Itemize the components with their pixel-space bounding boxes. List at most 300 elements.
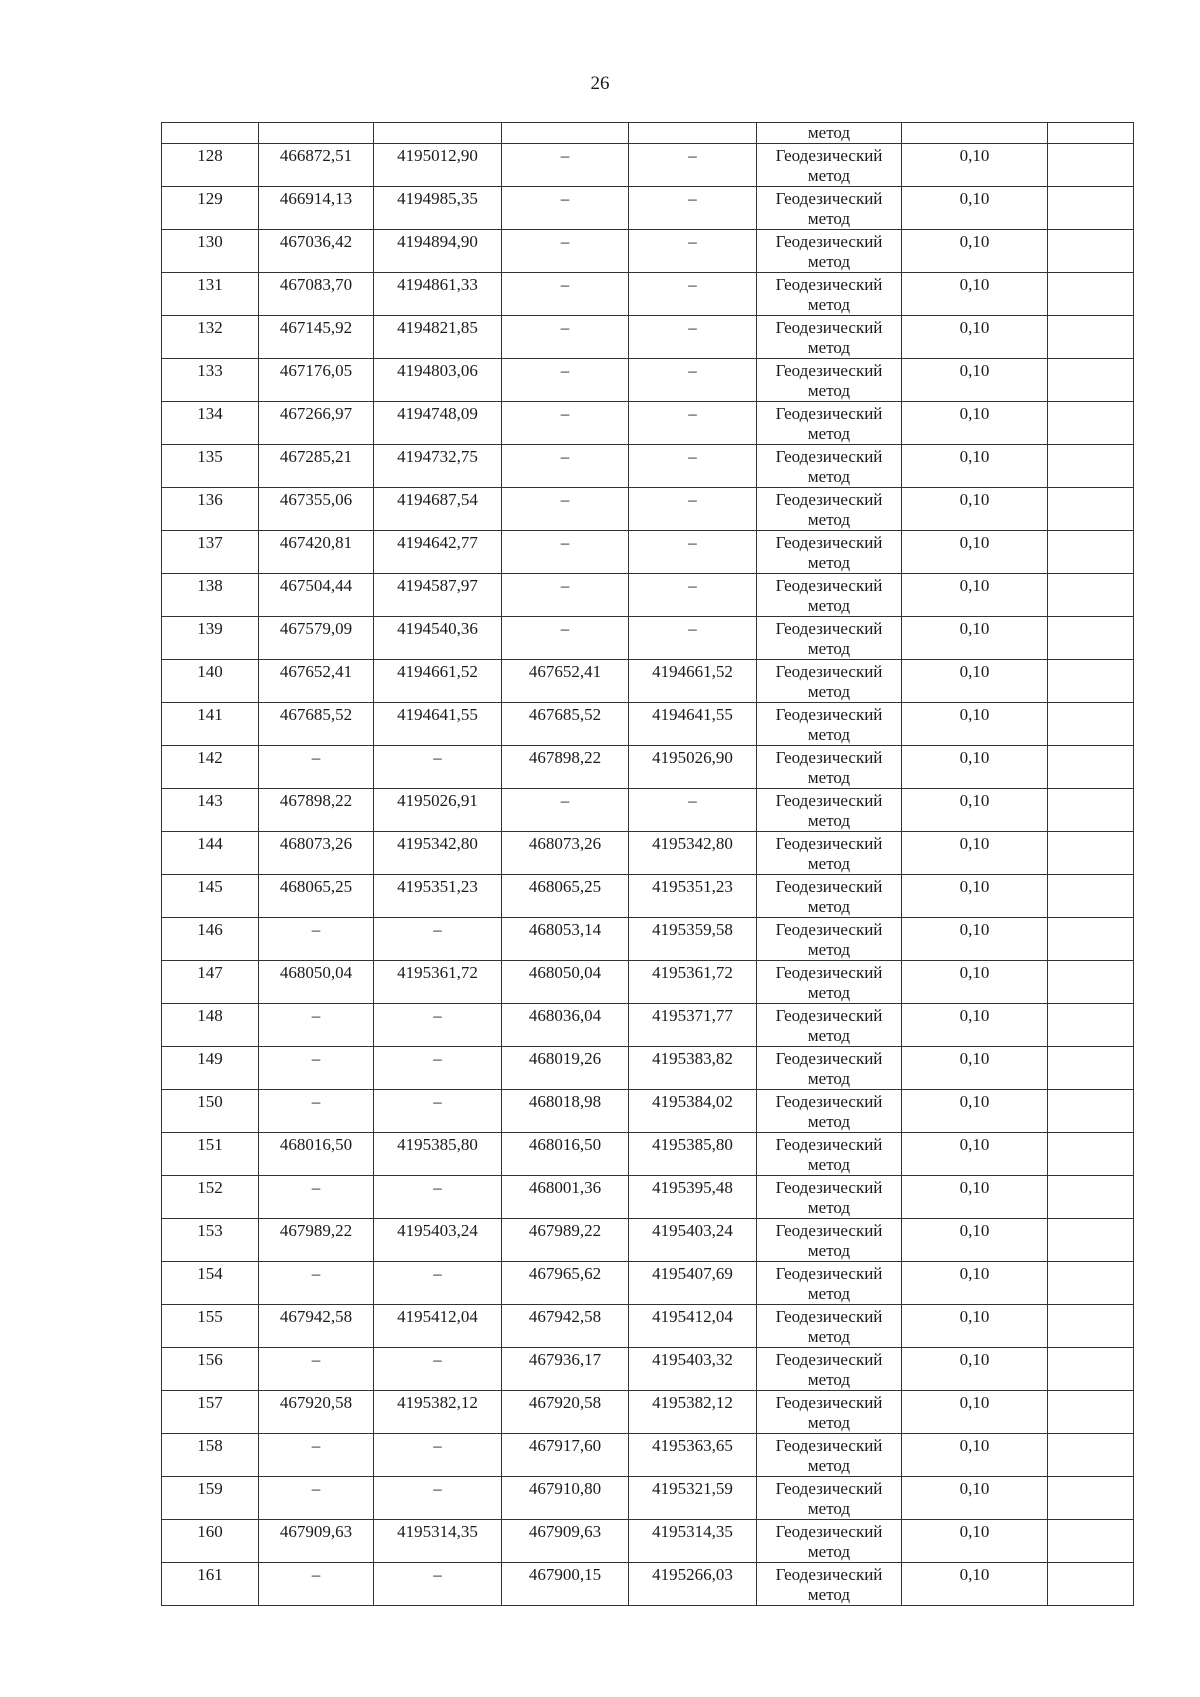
table-row: [162, 1176, 1134, 1219]
cell-empty: [1048, 617, 1134, 660]
cell-empty: [1048, 1305, 1134, 1348]
cell-y-existing: –: [374, 1047, 502, 1090]
cell-y-existing: 4194748,09: [374, 402, 502, 445]
cell-empty: [1048, 488, 1134, 531]
cell-y-existing: –: [374, 1262, 502, 1305]
cell-x-new: 467920,58: [502, 1391, 629, 1434]
cell-x-existing: 467685,52: [259, 703, 374, 746]
cell-point-number: 144: [162, 832, 259, 875]
cell-x-existing: –: [259, 1477, 374, 1520]
cell-x-new: 467685,52: [502, 703, 629, 746]
cell-point-number: 137: [162, 531, 259, 574]
cell-x-new: –: [502, 445, 629, 488]
table-row: [162, 789, 1134, 832]
cell-x-new: –: [502, 230, 629, 273]
cell-y-new: –: [629, 230, 757, 273]
cell-point-number: 129: [162, 187, 259, 230]
cell-x-existing: 467420,81: [259, 531, 374, 574]
cell-x-new: –: [502, 316, 629, 359]
cell-y-existing: –: [374, 1004, 502, 1047]
cell-x-new: 468001,36: [502, 1176, 629, 1219]
cell-empty: [259, 123, 374, 144]
cell-x-new: –: [502, 359, 629, 402]
table-row: [162, 1262, 1134, 1305]
cell-x-existing: 467989,22: [259, 1219, 374, 1262]
cell-y-existing: 4194587,97: [374, 574, 502, 617]
cell-x-existing: 468050,04: [259, 961, 374, 1004]
cell-x-existing: 467355,06: [259, 488, 374, 531]
cell-x-new: –: [502, 617, 629, 660]
cell-x-new: 468018,98: [502, 1090, 629, 1133]
cell-method: Геодезический метод: [757, 1477, 902, 1520]
cell-empty: [502, 123, 629, 144]
cell-empty: [1048, 875, 1134, 918]
cell-accuracy: 0,10: [902, 1047, 1048, 1090]
table-row: [162, 187, 1134, 230]
table-row: [162, 1477, 1134, 1520]
cell-y-new: 4195026,90: [629, 746, 757, 789]
table-row: [162, 1348, 1134, 1391]
cell-x-existing: –: [259, 918, 374, 961]
cell-point-number: 158: [162, 1434, 259, 1477]
cell-y-existing: 4195012,90: [374, 144, 502, 187]
cell-method: Геодезический метод: [757, 1305, 902, 1348]
cell-method: Геодезический метод: [757, 832, 902, 875]
cell-empty: [1048, 703, 1134, 746]
cell-method: Геодезический метод: [757, 660, 902, 703]
cell-accuracy: 0,10: [902, 617, 1048, 660]
cell-x-existing: –: [259, 1004, 374, 1047]
cell-y-existing: 4195351,23: [374, 875, 502, 918]
cell-x-existing: –: [259, 1348, 374, 1391]
cell-point-number: 133: [162, 359, 259, 402]
cell-y-existing: 4195361,72: [374, 961, 502, 1004]
cell-accuracy: 0,10: [902, 402, 1048, 445]
cell-accuracy: 0,10: [902, 273, 1048, 316]
cell-accuracy: 0,10: [902, 789, 1048, 832]
cell-point-number: 154: [162, 1262, 259, 1305]
table-row: [162, 445, 1134, 488]
cell-x-existing: 466872,51: [259, 144, 374, 187]
coordinates-table: [161, 122, 1134, 1606]
cell-point-number: 142: [162, 746, 259, 789]
cell-x-new: –: [502, 187, 629, 230]
cell-x-new: 468036,04: [502, 1004, 629, 1047]
cell-empty: [1048, 144, 1134, 187]
cell-point-number: 131: [162, 273, 259, 316]
cell-method: Геодезический метод: [757, 359, 902, 402]
cell-point-number: 138: [162, 574, 259, 617]
cell-x-new: 467942,58: [502, 1305, 629, 1348]
cell-accuracy: 0,10: [902, 1219, 1048, 1262]
cell-accuracy: 0,10: [902, 1520, 1048, 1563]
cell-method: Геодезический метод: [757, 531, 902, 574]
cell-x-new: –: [502, 574, 629, 617]
cell-y-existing: 4194894,90: [374, 230, 502, 273]
cell-y-new: –: [629, 402, 757, 445]
table-row: [162, 1305, 1134, 1348]
cell-accuracy: 0,10: [902, 875, 1048, 918]
cell-method: Геодезический метод: [757, 746, 902, 789]
cell-method: Геодезический метод: [757, 703, 902, 746]
cell-x-new: 467965,62: [502, 1262, 629, 1305]
cell-x-new: 468016,50: [502, 1133, 629, 1176]
cell-x-new: 468065,25: [502, 875, 629, 918]
cell-x-new: –: [502, 273, 629, 316]
cell-x-new: 468073,26: [502, 832, 629, 875]
cell-x-existing: –: [259, 1262, 374, 1305]
cell-y-existing: 4195403,24: [374, 1219, 502, 1262]
cell-x-existing: 467942,58: [259, 1305, 374, 1348]
cell-y-new: –: [629, 316, 757, 359]
cell-y-new: –: [629, 574, 757, 617]
cell-empty: [1048, 1391, 1134, 1434]
cell-y-existing: 4195382,12: [374, 1391, 502, 1434]
cell-empty: [1048, 1262, 1134, 1305]
cell-y-new: 4195403,32: [629, 1348, 757, 1391]
table-row: [162, 875, 1134, 918]
cell-method: Геодезический метод: [757, 1348, 902, 1391]
cell-y-existing: 4194661,52: [374, 660, 502, 703]
cell-y-new: –: [629, 144, 757, 187]
cell-x-existing: 467145,92: [259, 316, 374, 359]
cell-empty: [1048, 574, 1134, 617]
cell-method: Геодезический метод: [757, 316, 902, 359]
cell-accuracy: 0,10: [902, 746, 1048, 789]
cell-accuracy: 0,10: [902, 488, 1048, 531]
cell-y-existing: –: [374, 1563, 502, 1606]
continued-row: [162, 123, 1134, 144]
table-row: [162, 1004, 1134, 1047]
table-row: [162, 1090, 1134, 1133]
table-row: [162, 832, 1134, 875]
table-row: [162, 273, 1134, 316]
cell-x-existing: 466914,13: [259, 187, 374, 230]
cell-empty: [1048, 1219, 1134, 1262]
cell-accuracy: 0,10: [902, 359, 1048, 402]
cell-x-existing: 467898,22: [259, 789, 374, 832]
cell-accuracy: 0,10: [902, 1133, 1048, 1176]
cell-empty: [1048, 273, 1134, 316]
cell-x-existing: –: [259, 746, 374, 789]
cell-point-number: 152: [162, 1176, 259, 1219]
cell-accuracy: 0,10: [902, 660, 1048, 703]
cell-y-new: 4195359,58: [629, 918, 757, 961]
table-row: [162, 574, 1134, 617]
cell-accuracy: 0,10: [902, 1348, 1048, 1391]
cell-y-new: 4195383,82: [629, 1047, 757, 1090]
cell-x-new: –: [502, 488, 629, 531]
cell-empty: [1048, 918, 1134, 961]
cell-empty: [1048, 230, 1134, 273]
cell-y-new: –: [629, 359, 757, 402]
cell-y-new: –: [629, 617, 757, 660]
cell-method: Геодезический метод: [757, 1133, 902, 1176]
cell-accuracy: 0,10: [902, 1563, 1048, 1606]
cell-y-new: 4195407,69: [629, 1262, 757, 1305]
cell-x-existing: –: [259, 1176, 374, 1219]
cell-empty: [1048, 832, 1134, 875]
cell-y-existing: 4195385,80: [374, 1133, 502, 1176]
cell-point-number: 141: [162, 703, 259, 746]
cell-accuracy: 0,10: [902, 1477, 1048, 1520]
cell-accuracy: 0,10: [902, 445, 1048, 488]
cell-accuracy: 0,10: [902, 316, 1048, 359]
cell-accuracy: 0,10: [902, 1434, 1048, 1477]
cell-y-new: 4195361,72: [629, 961, 757, 1004]
cell-y-existing: –: [374, 1477, 502, 1520]
cell-empty: [1048, 1047, 1134, 1090]
cell-point-number: 139: [162, 617, 259, 660]
table-row: [162, 918, 1134, 961]
table-row: [162, 1133, 1134, 1176]
cell-accuracy: 0,10: [902, 1391, 1048, 1434]
cell-point-number: 159: [162, 1477, 259, 1520]
cell-y-existing: 4194642,77: [374, 531, 502, 574]
cell-x-existing: –: [259, 1090, 374, 1133]
cell-empty: [1048, 1434, 1134, 1477]
cell-point-number: 147: [162, 961, 259, 1004]
cell-empty: [1048, 531, 1134, 574]
cell-point-number: 160: [162, 1520, 259, 1563]
cell-x-new: 468050,04: [502, 961, 629, 1004]
table-row: [162, 1563, 1134, 1606]
cell-accuracy: 0,10: [902, 703, 1048, 746]
cell-y-new: 4195412,04: [629, 1305, 757, 1348]
cell-y-existing: 4195412,04: [374, 1305, 502, 1348]
cell-x-existing: 467652,41: [259, 660, 374, 703]
cell-y-existing: –: [374, 746, 502, 789]
cell-accuracy: 0,10: [902, 230, 1048, 273]
cell-accuracy: 0,10: [902, 574, 1048, 617]
cell-empty: [374, 123, 502, 144]
cell-x-new: 467936,17: [502, 1348, 629, 1391]
cell-point-number: 149: [162, 1047, 259, 1090]
cell-method: Геодезический метод: [757, 230, 902, 273]
cell-x-new: –: [502, 789, 629, 832]
cell-method: Геодезический метод: [757, 1391, 902, 1434]
cell-y-new: 4195403,24: [629, 1219, 757, 1262]
cell-x-new: –: [502, 144, 629, 187]
cell-method: Геодезический метод: [757, 918, 902, 961]
cell-point-number: 134: [162, 402, 259, 445]
cell-y-new: –: [629, 187, 757, 230]
cell-x-existing: 467083,70: [259, 273, 374, 316]
cell-method: Геодезический метод: [757, 402, 902, 445]
cell-empty: [1048, 1176, 1134, 1219]
cell-x-new: 467909,63: [502, 1520, 629, 1563]
cell-y-existing: –: [374, 1176, 502, 1219]
cell-x-existing: –: [259, 1434, 374, 1477]
cell-method: Геодезический метод: [757, 1047, 902, 1090]
cell-point-number: 136: [162, 488, 259, 531]
cell-method: Геодезический метод: [757, 445, 902, 488]
cell-y-new: 4195321,59: [629, 1477, 757, 1520]
cell-accuracy: 0,10: [902, 531, 1048, 574]
cell-accuracy: 0,10: [902, 1004, 1048, 1047]
cell-y-existing: –: [374, 918, 502, 961]
cell-y-existing: 4194985,35: [374, 187, 502, 230]
cell-x-new: 467900,15: [502, 1563, 629, 1606]
cell-point-number: 148: [162, 1004, 259, 1047]
cell-x-existing: –: [259, 1563, 374, 1606]
cell-x-existing: 467504,44: [259, 574, 374, 617]
table-row: [162, 660, 1134, 703]
cell-y-new: 4195314,35: [629, 1520, 757, 1563]
cell-y-existing: –: [374, 1090, 502, 1133]
cell-method: Геодезический метод: [757, 1520, 902, 1563]
cell-method: Геодезический метод: [757, 1262, 902, 1305]
cell-x-new: 467917,60: [502, 1434, 629, 1477]
cell-y-new: 4195266,03: [629, 1563, 757, 1606]
cell-empty: [902, 123, 1048, 144]
cell-x-existing: 467920,58: [259, 1391, 374, 1434]
cell-method: Геодезический метод: [757, 1176, 902, 1219]
cell-empty: [162, 123, 259, 144]
cell-method: Геодезический метод: [757, 488, 902, 531]
cell-point-number: 150: [162, 1090, 259, 1133]
cell-accuracy: 0,10: [902, 187, 1048, 230]
table-row: [162, 1520, 1134, 1563]
cell-y-existing: 4194540,36: [374, 617, 502, 660]
cell-accuracy: 0,10: [902, 832, 1048, 875]
cell-x-new: 467652,41: [502, 660, 629, 703]
cell-point-number: 161: [162, 1563, 259, 1606]
cell-x-new: 467989,22: [502, 1219, 629, 1262]
cell-y-existing: –: [374, 1348, 502, 1391]
cell-point-number: 157: [162, 1391, 259, 1434]
cell-y-new: –: [629, 789, 757, 832]
cell-empty: [1048, 660, 1134, 703]
cell-y-existing: 4195026,91: [374, 789, 502, 832]
cell-empty: [1048, 445, 1134, 488]
cell-accuracy: 0,10: [902, 1090, 1048, 1133]
cell-x-existing: 467579,09: [259, 617, 374, 660]
cell-accuracy: 0,10: [902, 1305, 1048, 1348]
cell-y-new: –: [629, 488, 757, 531]
cell-point-number: 128: [162, 144, 259, 187]
cell-method: Геодезический метод: [757, 144, 902, 187]
cell-empty: [1048, 1090, 1134, 1133]
cell-point-number: 153: [162, 1219, 259, 1262]
cell-point-number: 143: [162, 789, 259, 832]
cell-point-number: 151: [162, 1133, 259, 1176]
cell-y-new: 4194661,52: [629, 660, 757, 703]
cell-empty: [1048, 746, 1134, 789]
cell-x-new: 467898,22: [502, 746, 629, 789]
cell-x-existing: –: [259, 1047, 374, 1090]
cell-accuracy: 0,10: [902, 918, 1048, 961]
cell-method: Геодезический метод: [757, 1219, 902, 1262]
cell-y-new: –: [629, 531, 757, 574]
cell-y-new: 4195385,80: [629, 1133, 757, 1176]
cell-y-new: 4195371,77: [629, 1004, 757, 1047]
cell-empty: [1048, 1520, 1134, 1563]
cell-x-existing: 467176,05: [259, 359, 374, 402]
cell-empty: [1048, 961, 1134, 1004]
table-row: [162, 488, 1134, 531]
cell-point-number: 146: [162, 918, 259, 961]
table-row: [162, 144, 1134, 187]
cell-y-new: 4195384,02: [629, 1090, 757, 1133]
cell-empty: [1048, 1563, 1134, 1606]
cell-x-existing: 467909,63: [259, 1520, 374, 1563]
cell-method: Геодезический метод: [757, 1090, 902, 1133]
cell-empty: [1048, 1004, 1134, 1047]
cell-empty: [1048, 1133, 1134, 1176]
cell-y-existing: 4194861,33: [374, 273, 502, 316]
cell-y-existing: –: [374, 1434, 502, 1477]
table-row: [162, 359, 1134, 402]
table-body: [162, 123, 1134, 1606]
cell-method: Геодезический метод: [757, 789, 902, 832]
cell-y-new: –: [629, 445, 757, 488]
table-row: [162, 1391, 1134, 1434]
cell-point-number: 156: [162, 1348, 259, 1391]
cell-x-new: 468019,26: [502, 1047, 629, 1090]
cell-empty: [1048, 789, 1134, 832]
cell-empty: [1048, 123, 1134, 144]
cell-y-existing: 4194803,06: [374, 359, 502, 402]
cell-point-number: 135: [162, 445, 259, 488]
cell-x-existing: 468016,50: [259, 1133, 374, 1176]
cell-point-number: 145: [162, 875, 259, 918]
cell-accuracy: 0,10: [902, 1262, 1048, 1305]
table-row: [162, 531, 1134, 574]
cell-method: Геодезический метод: [757, 875, 902, 918]
cell-method: Геодезический метод: [757, 574, 902, 617]
cell-empty: [1048, 359, 1134, 402]
cell-x-existing: 467285,21: [259, 445, 374, 488]
table-row: [162, 703, 1134, 746]
cell-y-new: 4195382,12: [629, 1391, 757, 1434]
table-row: [162, 1219, 1134, 1262]
table-row: [162, 617, 1134, 660]
cell-y-new: 4195342,80: [629, 832, 757, 875]
cell-point-number: 140: [162, 660, 259, 703]
cell-method: Геодезический метод: [757, 1434, 902, 1477]
cell-x-new: –: [502, 402, 629, 445]
table-row: [162, 1047, 1134, 1090]
cell-y-new: 4195395,48: [629, 1176, 757, 1219]
cell-method: Геодезический метод: [757, 617, 902, 660]
cell-empty: [629, 123, 757, 144]
cell-y-existing: 4194821,85: [374, 316, 502, 359]
cell-point-number: 155: [162, 1305, 259, 1348]
cell-x-new: 467910,80: [502, 1477, 629, 1520]
cell-accuracy: 0,10: [902, 961, 1048, 1004]
table-row: [162, 961, 1134, 1004]
cell-empty: [1048, 316, 1134, 359]
cell-method-continued: метод: [757, 123, 902, 144]
table-row: [162, 402, 1134, 445]
cell-y-existing: 4194641,55: [374, 703, 502, 746]
table-row: [162, 230, 1134, 273]
cell-accuracy: 0,10: [902, 144, 1048, 187]
cell-x-new: –: [502, 531, 629, 574]
cell-y-existing: 4194687,54: [374, 488, 502, 531]
cell-method: Геодезический метод: [757, 187, 902, 230]
cell-empty: [1048, 1477, 1134, 1520]
cell-x-new: 468053,14: [502, 918, 629, 961]
cell-y-new: 4195363,65: [629, 1434, 757, 1477]
cell-point-number: 130: [162, 230, 259, 273]
cell-point-number: 132: [162, 316, 259, 359]
table-row: [162, 316, 1134, 359]
cell-y-existing: 4195342,80: [374, 832, 502, 875]
cell-y-new: 4194641,55: [629, 703, 757, 746]
cell-empty: [1048, 402, 1134, 445]
